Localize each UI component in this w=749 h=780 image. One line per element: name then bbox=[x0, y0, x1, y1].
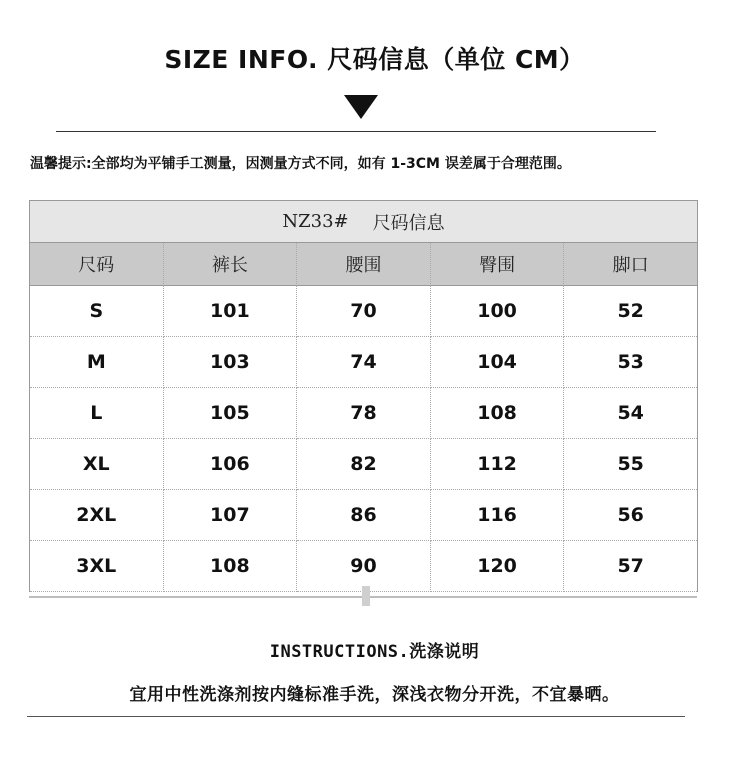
table-row bbox=[30, 286, 697, 337]
header-waist: 腰围 bbox=[297, 243, 431, 286]
top-divider bbox=[56, 131, 656, 132]
center-tick-mark bbox=[362, 586, 370, 606]
measurement-tip: 温馨提示:全部均为平铺手工测量，因测量方式不同，如有 1-3CM 误差属于合理范围。 bbox=[30, 156, 571, 172]
cell-length: 106 bbox=[164, 439, 298, 490]
header-hip: 臀围 bbox=[431, 243, 565, 286]
cell-hip: 120 bbox=[431, 541, 565, 592]
cell-hip: 100 bbox=[431, 286, 565, 337]
cell-waist: 82 bbox=[297, 439, 431, 490]
header-size: 尺码 bbox=[30, 243, 164, 286]
instructions-title: INSTRUCTIONS.洗涤说明 bbox=[269, 642, 480, 662]
cell-leg-opening: 52 bbox=[564, 286, 697, 337]
table-row bbox=[30, 490, 697, 541]
cell-hip: 112 bbox=[431, 439, 565, 490]
cell-length: 107 bbox=[164, 490, 298, 541]
size-table bbox=[29, 200, 698, 592]
cell-waist: 74 bbox=[297, 337, 431, 388]
table-row bbox=[30, 541, 697, 592]
cell-length: 103 bbox=[164, 337, 298, 388]
cell-waist: 78 bbox=[297, 388, 431, 439]
table-row bbox=[30, 388, 697, 439]
cell-leg-opening: 54 bbox=[564, 388, 697, 439]
cell-length: 101 bbox=[164, 286, 298, 337]
table-row bbox=[30, 337, 697, 388]
caption-label: 尺码信息 bbox=[372, 212, 445, 234]
table-header-row bbox=[30, 243, 697, 286]
cell-hip: 104 bbox=[431, 337, 565, 388]
cell-leg-opening: 55 bbox=[564, 439, 697, 490]
cell-size: L bbox=[30, 388, 164, 439]
cell-leg-opening: 57 bbox=[564, 541, 697, 592]
page-title: SIZE INFO. 尺码信息（单位 CM） bbox=[164, 45, 585, 74]
product-code: NZ33# bbox=[282, 211, 349, 232]
cell-length: 105 bbox=[164, 388, 298, 439]
bottom-divider bbox=[27, 716, 685, 717]
cell-waist: 90 bbox=[297, 541, 431, 592]
cell-hip: 108 bbox=[431, 388, 565, 439]
down-arrow-icon bbox=[344, 95, 378, 119]
cell-size: M bbox=[30, 337, 164, 388]
table-caption bbox=[30, 201, 697, 243]
cell-size: 2XL bbox=[30, 490, 164, 541]
cell-size: 3XL bbox=[30, 541, 164, 592]
cell-waist: 70 bbox=[297, 286, 431, 337]
table-row bbox=[30, 439, 697, 490]
cell-leg-opening: 53 bbox=[564, 337, 697, 388]
cell-length: 108 bbox=[164, 541, 298, 592]
cell-waist: 86 bbox=[297, 490, 431, 541]
cell-leg-opening: 56 bbox=[564, 490, 697, 541]
cell-size: XL bbox=[30, 439, 164, 490]
header-leg-opening: 脚口 bbox=[564, 243, 697, 286]
cell-size: S bbox=[30, 286, 164, 337]
cell-hip: 116 bbox=[431, 490, 565, 541]
header-length: 裤长 bbox=[164, 243, 298, 286]
instructions-text: 宜用中性洗涤剂按内缝标准手洗，深浅衣物分开洗，不宜暴晒。 bbox=[129, 685, 620, 705]
